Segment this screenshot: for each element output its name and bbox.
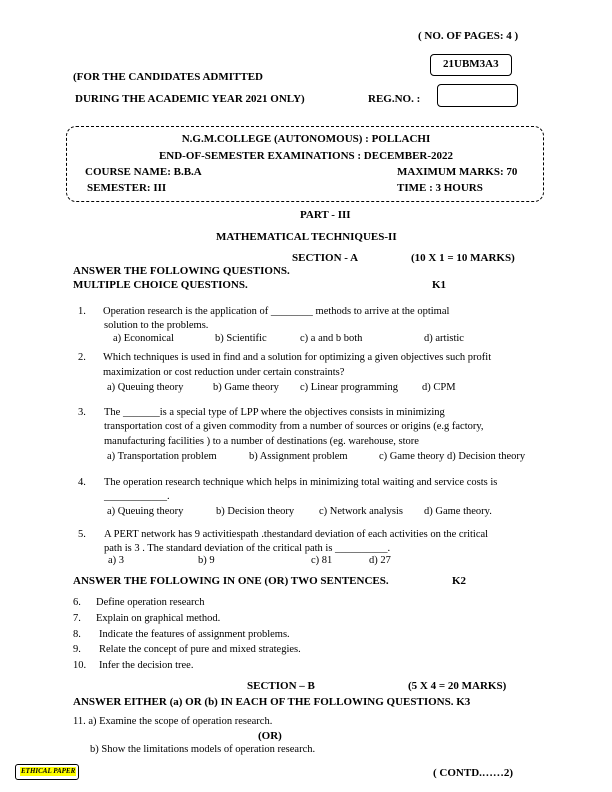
k1-level: K1 bbox=[432, 279, 447, 291]
course-name: COURSE NAME: B.B.A bbox=[85, 166, 202, 178]
exam-time: TIME : 3 HOURS bbox=[397, 182, 483, 194]
subject-title: MATHEMATICAL TECHNIQUES-II bbox=[216, 231, 397, 243]
question-11a: 11. a) Examine the scope of operation research. bbox=[73, 716, 273, 727]
question-text: Explain on graphical method. bbox=[96, 613, 221, 624]
section-a-instruction: ANSWER THE FOLLOWING QUESTIONS. bbox=[73, 265, 290, 277]
maximum-marks: MAXIMUM MARKS: 70 bbox=[397, 166, 518, 178]
option-a: a) Queuing theory bbox=[107, 382, 184, 393]
reg-no-label: REG.NO. : bbox=[368, 93, 421, 105]
admitted-line-2: DURING THE ACADEMIC YEAR 2021 ONLY) bbox=[75, 93, 305, 105]
option-c: c) Network analysis bbox=[319, 506, 403, 517]
option-a: a) 3 bbox=[108, 555, 125, 566]
question-text: Infer the decision tree. bbox=[99, 660, 194, 671]
option-a: a) Transportation problem bbox=[107, 451, 217, 462]
exam-title: END-OF-SEMESTER EXAMINATIONS : DECEMBER-2022 bbox=[158, 150, 454, 162]
option-b: b) Scientific bbox=[215, 333, 267, 344]
question-text: Indicate the features of assignment problems. bbox=[99, 629, 290, 640]
option-b: b) Game theory bbox=[213, 382, 279, 393]
option-d: d) Decision theory bbox=[447, 451, 526, 462]
question-number: 4. bbox=[78, 477, 86, 488]
page-count: ( NO. OF PAGES: 4 ) bbox=[418, 30, 519, 42]
or-separator: (OR) bbox=[258, 730, 282, 742]
continued-note: ( CONTD.……2) bbox=[433, 767, 514, 779]
reg-no-field[interactable] bbox=[437, 84, 518, 107]
question-number: 5. bbox=[78, 529, 86, 540]
question-text-line: The _______is a special type of LPP where the objectives consists in minimizing bbox=[104, 407, 445, 418]
question-11b: b) Show the limitations models of operation research. bbox=[90, 744, 316, 755]
question-text-line: solution to the problems. bbox=[104, 320, 209, 331]
question-text: Relate the concept of pure and mixed strategies. bbox=[99, 644, 301, 655]
option-c: c) 81 bbox=[311, 555, 333, 566]
question-text-line: The operation research technique which helps in minimizing total waiting and service costs is bbox=[104, 477, 498, 488]
part-title: PART - III bbox=[300, 209, 351, 221]
question-number: 1. bbox=[78, 306, 86, 317]
question-text-line: path is 3 . The standard deviation of the critical path is __________. bbox=[104, 543, 391, 554]
question-text-line: transportation cost of a given commodity from a number of sources or origins (e.g factory, bbox=[104, 421, 484, 432]
question-text-line: manufacturing facilities ) to a number of destinations (eg. warehouse, store bbox=[104, 436, 419, 447]
option-d: d) 27 bbox=[369, 555, 391, 566]
option-a: a) Economical bbox=[113, 333, 174, 344]
section-a-marks: (10 X 1 = 10 MARKS) bbox=[411, 252, 515, 264]
mcq-instruction: MULTIPLE CHOICE QUESTIONS. bbox=[73, 279, 248, 291]
option-d: d) Game theory. bbox=[424, 506, 492, 517]
question-text: Define operation research bbox=[96, 597, 205, 608]
option-b: b) Assignment problem bbox=[249, 451, 348, 462]
ethical-paper-badge bbox=[15, 764, 79, 780]
option-d: d) CPM bbox=[422, 382, 456, 393]
option-a: a) Queuing theory bbox=[107, 506, 184, 517]
course-code: 21UBM3A3 bbox=[443, 58, 499, 70]
question-number: 10. bbox=[73, 660, 87, 671]
question-text-line: Operation research is the application of ________ methods to arrive at the optimal bbox=[103, 306, 450, 317]
option-c: c) Game theory bbox=[379, 451, 445, 462]
k2-level: K2 bbox=[452, 575, 467, 587]
question-number: 9. bbox=[73, 644, 81, 655]
question-text-line: maximization or cost reduction under certain constraints? bbox=[103, 367, 345, 378]
section-b-marks: (5 X 4 = 20 MARKS) bbox=[408, 680, 507, 692]
option-b: b) Decision theory bbox=[216, 506, 295, 517]
question-number: 3. bbox=[78, 407, 86, 418]
question-number: 7. bbox=[73, 613, 81, 624]
question-number: 6. bbox=[73, 597, 81, 608]
option-c: c) a and b both bbox=[300, 333, 363, 344]
question-number: 2. bbox=[78, 352, 86, 363]
admitted-line-1: (FOR THE CANDIDATES ADMITTED bbox=[73, 71, 263, 83]
short-answer-instruction: ANSWER THE FOLLOWING IN ONE (OR) TWO SENTENCES. bbox=[73, 575, 389, 587]
ethical-paper-label: ETHICAL PAPER bbox=[21, 767, 76, 775]
option-c: c) Linear programming bbox=[300, 382, 398, 393]
question-text-line: Which techniques is used in find and a solution for optimizing a given objectives such profit bbox=[103, 352, 492, 363]
section-b-title: SECTION – B bbox=[247, 680, 315, 692]
question-number: 8. bbox=[73, 629, 81, 640]
option-b: b) 9 bbox=[198, 555, 215, 566]
course-code-box bbox=[430, 54, 512, 76]
section-a-title: SECTION - A bbox=[292, 252, 359, 264]
question-text-line: ____________. bbox=[104, 491, 170, 502]
option-d: d) artistic bbox=[424, 333, 464, 344]
semester: SEMESTER: III bbox=[87, 182, 167, 194]
college-name: N.G.M.COLLEGE (AUTONOMOUS) : POLLACHI bbox=[181, 133, 431, 145]
question-text-line: A PERT network has 9 activitiespath .thestandard deviation of each activities on the critical bbox=[104, 529, 489, 540]
section-b-instruction: ANSWER EITHER (a) OR (b) IN EACH OF THE FOLLOWING QUESTIONS. K3 bbox=[73, 696, 471, 708]
